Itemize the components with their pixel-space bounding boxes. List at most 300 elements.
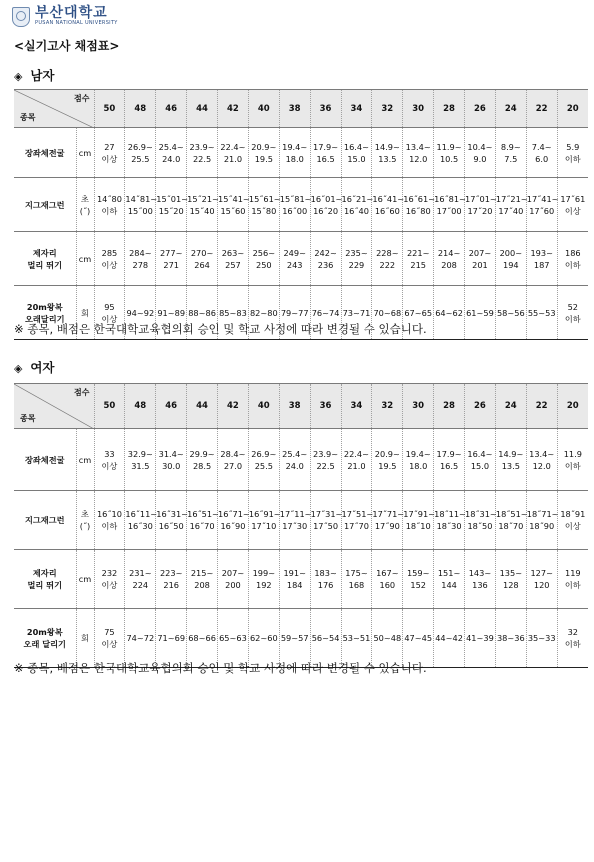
score-range-text: 208 [194, 580, 210, 590]
score-range-text: 41~39 [466, 633, 494, 643]
event-name-cell [14, 491, 76, 550]
score-range-text: 16˝30 [127, 521, 153, 531]
score-range-text: 10.4~ [467, 141, 493, 152]
score-range-cell [403, 491, 434, 550]
score-range-text: 이상 [101, 313, 118, 324]
score-range-text: 15˝00 [127, 205, 153, 216]
score-range-text: 16˝80 [405, 205, 431, 216]
score-range-cell [218, 128, 249, 178]
score-column-header: 20 [557, 90, 588, 128]
score-range-cell [465, 429, 496, 491]
score-range-cell [279, 491, 310, 550]
score-range-text: 19.4~ [282, 141, 308, 152]
score-range-text: 152 [410, 580, 426, 590]
score-range-text: 74~72 [126, 633, 155, 643]
score-range-cell [434, 178, 465, 232]
score-column-header: 42 [218, 384, 249, 429]
score-range-cell [279, 128, 310, 178]
score-range-text: 이하 [564, 580, 581, 590]
score-column-header: 30 [403, 90, 434, 128]
score-range-text: 16˝20 [313, 205, 339, 216]
score-range-cell [156, 491, 187, 550]
score-range-text: 52 [567, 301, 579, 312]
score-range-text: 29.9~ [189, 448, 215, 459]
score-range-text: 215~ [190, 568, 214, 578]
score-range-text: 62~60 [249, 633, 278, 643]
score-range-text: 223~ [159, 568, 183, 578]
score-range-text: 207~ [221, 568, 245, 578]
score-range-text: 5.9 [566, 141, 580, 152]
university-logo [12, 6, 118, 27]
unit-cell [76, 491, 94, 550]
score-range-cell [341, 178, 372, 232]
score-range-cell [526, 128, 557, 178]
score-range-cell [434, 550, 465, 609]
score-range-text: 176 [317, 580, 334, 590]
score-range-text: 16˝31~ [156, 509, 189, 519]
score-range-cell [403, 178, 434, 232]
score-range-cell [94, 178, 125, 232]
score-range-text: 15˝60 [220, 205, 246, 216]
score-range-text: 15.0 [347, 153, 366, 164]
score-range-cell [372, 609, 403, 668]
score-range-text: 23.9~ [189, 141, 215, 152]
score-range-text: 17˝90 [374, 521, 400, 531]
score-range-cell [187, 232, 218, 286]
score-column-header: 24 [495, 90, 526, 128]
unit-text: cm [78, 147, 92, 158]
score-column-header: 48 [125, 384, 156, 429]
score-range-cell [248, 178, 279, 232]
score-range-text: 이상 [101, 153, 118, 164]
score-range-cell [403, 609, 434, 668]
score-range-cell [526, 178, 557, 232]
score-range-text: 120 [533, 580, 550, 590]
score-range-cell [156, 232, 187, 286]
score-range-text: 10.5 [439, 153, 459, 164]
score-range-text: 24.0 [285, 460, 304, 471]
score-range-text: 16˝51~ [187, 509, 219, 519]
score-range-text: 25.5 [131, 153, 150, 164]
diamond-bullet-icon: ◈ [14, 70, 23, 83]
unit-text: cm [78, 574, 92, 584]
score-column-header: 30 [403, 384, 434, 429]
unit-text: 초 [81, 193, 89, 204]
score-range-cell [310, 232, 341, 286]
score-range-text: 263~ [221, 247, 245, 258]
score-range-cell [341, 128, 372, 178]
unit-cell [76, 429, 94, 491]
event-name-text: 오래 달리기 [23, 639, 66, 649]
score-range-text: 236 [317, 259, 334, 270]
score-range-text: 256~ [252, 247, 276, 258]
score-range-cell [495, 550, 526, 609]
score-range-cell [557, 550, 588, 609]
score-range-cell [156, 609, 187, 668]
score-range-text: 이상 [101, 580, 118, 590]
score-range-cell [187, 178, 218, 232]
score-range-text: 200 [225, 580, 241, 590]
score-range-text: 183~ [314, 568, 337, 578]
score-range-text: 19.5 [378, 460, 397, 471]
score-range-cell [218, 429, 249, 491]
score-range-text: 17˝71~ [372, 509, 405, 519]
table-row [14, 491, 588, 550]
score-range-cell [279, 550, 310, 609]
score-range-text: 16.5 [316, 153, 335, 164]
university-emblem-icon [12, 7, 30, 27]
score-range-text: 16˝90 [220, 521, 246, 531]
score-range-text: 17˝01~ [465, 193, 497, 204]
score-range-cell [557, 128, 588, 178]
score-range-text: 191~ [283, 568, 306, 578]
score-range-text: 65~63 [219, 633, 247, 643]
score-range-text: 56~54 [311, 633, 340, 643]
score-range-text: 7.5 [504, 153, 518, 164]
event-header-label: 종목 [20, 113, 36, 122]
score-range-cell [526, 609, 557, 668]
score-range-text: 9.0 [473, 153, 487, 164]
score-range-text: 91~89 [157, 307, 186, 318]
score-range-cell [495, 286, 526, 340]
score-range-text: 271 [163, 259, 179, 270]
score-range-text: 270~ [190, 247, 214, 258]
score-column-header: 26 [465, 384, 496, 429]
score-range-text: 186 [564, 247, 581, 258]
score-range-cell [125, 609, 156, 668]
event-name-cell [14, 232, 76, 286]
score-range-text: 71~69 [157, 633, 186, 643]
unit-text: 회 [81, 633, 89, 643]
score-range-text: 17˝10 [251, 521, 277, 531]
score-range-cell [310, 491, 341, 550]
score-range-text: 17˝11~ [279, 509, 312, 519]
score-column-header: 50 [94, 90, 125, 128]
score-range-text: 151~ [437, 568, 461, 578]
score-range-text: 15˝61~ [248, 193, 281, 204]
score-range-text: 187 [533, 259, 550, 270]
score-range-text: 16˝10 [96, 509, 122, 519]
score-range-text: 277~ [159, 247, 183, 258]
score-range-cell [341, 609, 372, 668]
score-range-text: 이하 [564, 639, 581, 649]
unit-text: (˝) [79, 205, 91, 216]
score-range-text: 61~59 [466, 307, 494, 318]
score-range-text: 이하 [564, 153, 581, 164]
event-name-text: 장좌체전굴 [24, 454, 65, 465]
score-range-cell [218, 609, 249, 668]
score-range-text: 94~92 [126, 307, 155, 318]
score-column-header: 28 [434, 90, 465, 128]
event-name-cell [14, 178, 76, 232]
unit-cell [76, 178, 94, 232]
score-range-text: 232 [101, 568, 118, 578]
score-range-cell [187, 609, 218, 668]
score-range-cell [156, 128, 187, 178]
event-header-label: 종목 [20, 414, 36, 423]
score-range-cell [557, 232, 588, 286]
score-header-label: 점수 [74, 388, 90, 397]
score-range-cell [526, 550, 557, 609]
score-range-text: 8.9~ [500, 141, 521, 152]
table-row [14, 178, 588, 232]
female-score-table [14, 383, 588, 668]
score-range-text: 이하 [101, 521, 118, 531]
score-range-cell [526, 429, 557, 491]
score-range-text: 224 [132, 580, 149, 590]
score-range-text: 22.4~ [220, 141, 246, 152]
score-column-header: 38 [279, 384, 310, 429]
event-name-text: 지그재그런 [24, 515, 65, 525]
score-range-cell [341, 491, 372, 550]
score-range-text: 284~ [129, 247, 152, 258]
male-section-title [14, 66, 55, 84]
score-range-text: 16˝61~ [403, 193, 436, 204]
score-column-header: 22 [526, 90, 557, 128]
score-range-cell [248, 609, 279, 668]
score-range-text: 17˝40 [498, 205, 524, 216]
event-name-text: 장좌체전굴 [24, 147, 65, 158]
score-range-cell [279, 232, 310, 286]
score-range-text: 19.5 [254, 153, 273, 164]
score-range-text: 16˝70 [189, 521, 215, 531]
unit-text: cm [78, 454, 92, 465]
score-range-text: 32.9~ [127, 448, 153, 459]
score-range-cell [557, 429, 588, 491]
score-range-text: 82~80 [249, 307, 278, 318]
score-column-header: 36 [310, 90, 341, 128]
score-range-text: 25.4~ [282, 448, 308, 459]
unit-cell [76, 232, 94, 286]
score-range-text: 11.9~ [436, 141, 462, 152]
table-corner-header [14, 384, 94, 429]
score-range-text: 207~ [468, 247, 492, 258]
score-range-text: 278 [132, 259, 149, 270]
score-range-cell [248, 429, 279, 491]
score-range-cell [156, 178, 187, 232]
table-row [14, 429, 588, 491]
score-range-cell [187, 491, 218, 550]
score-range-text: 73~71 [342, 307, 371, 318]
score-range-text: 18˝51~ [495, 509, 528, 519]
score-range-text: 15˝01~ [156, 193, 189, 204]
score-range-text: 33 [104, 448, 115, 459]
score-range-cell [125, 429, 156, 491]
score-range-text: 20.9~ [251, 141, 277, 152]
score-range-text: 23.9~ [313, 448, 339, 459]
score-range-text: 14.9~ [374, 141, 400, 152]
male-section-label: 남자 [30, 68, 55, 83]
score-range-text: 6.0 [535, 153, 549, 164]
event-name-text: 20m왕복 [26, 627, 63, 637]
score-range-text: 15.0 [470, 460, 490, 471]
score-range-text: 13.5 [378, 153, 397, 164]
score-range-text: 231~ [129, 568, 152, 578]
score-range-cell [465, 178, 496, 232]
score-range-text: 53~51 [342, 633, 371, 643]
logo-english-name: PUSAN NATIONAL UNIVERSITY [35, 20, 118, 26]
score-range-text: 17˝00 [436, 205, 462, 216]
unit-text: 회 [81, 307, 89, 318]
score-range-text: 17˝60 [529, 205, 555, 216]
score-range-cell [94, 550, 125, 609]
score-range-text: 135~ [499, 568, 523, 578]
unit-text: cm [78, 253, 92, 264]
score-range-text: 136 [472, 580, 488, 590]
table-row [14, 609, 588, 668]
score-range-cell [434, 491, 465, 550]
score-range-text: 18.0 [409, 460, 428, 471]
event-name-text: 제자리 [32, 247, 57, 258]
score-range-cell [526, 232, 557, 286]
score-range-text: 27 [104, 141, 115, 152]
score-range-cell [434, 286, 465, 340]
male-note: ※ 종목, 배점은 한국대학교육협의회 승인 및 학교 사정에 따라 변경될 수 있습니다. [14, 322, 427, 336]
score-range-text: 17˝20 [467, 205, 493, 216]
score-range-text: 16˝50 [158, 521, 184, 531]
score-range-text: 17˝91~ [403, 509, 436, 519]
score-range-cell [526, 286, 557, 340]
score-range-text: 19.4~ [405, 448, 431, 459]
score-range-cell [372, 550, 403, 609]
score-range-cell [465, 609, 496, 668]
score-range-text: 26.9~ [127, 141, 153, 152]
score-range-text: 16.5 [439, 460, 459, 471]
score-column-header: 44 [187, 384, 218, 429]
logo-korean-name: 부산대학교 [35, 5, 108, 21]
score-range-cell [218, 178, 249, 232]
male-score-table [14, 89, 588, 340]
score-column-header: 34 [341, 90, 372, 128]
score-range-text: 17.9~ [436, 448, 462, 459]
score-range-text: 18˝91 [560, 509, 586, 519]
score-range-cell [495, 609, 526, 668]
score-range-text: 16˝00 [282, 205, 308, 216]
score-column-header: 50 [94, 384, 125, 429]
score-range-text: 14˝81~ [125, 193, 158, 204]
score-range-cell [434, 232, 465, 286]
score-range-text: 27.0 [223, 460, 243, 471]
score-range-text: 이상 [101, 639, 118, 649]
score-range-cell [279, 429, 310, 491]
score-range-text: 13.4~ [529, 448, 555, 459]
score-range-cell [279, 178, 310, 232]
score-range-cell [310, 178, 341, 232]
score-range-text: 95 [104, 301, 115, 312]
score-range-text: 25.4~ [158, 141, 184, 152]
event-name-text: 멀리 뛰기 [27, 259, 62, 270]
diamond-bullet-icon: ◈ [14, 362, 23, 375]
score-range-text: 28.5 [192, 460, 212, 471]
score-range-text: 15˝21~ [187, 193, 219, 204]
score-range-text: 17˝61 [560, 193, 586, 204]
score-range-cell [372, 232, 403, 286]
score-range-text: 119 [564, 568, 581, 578]
score-range-text: 17˝30 [282, 521, 308, 531]
score-range-text: 285 [101, 247, 118, 258]
score-range-text: 15˝81~ [279, 193, 312, 204]
score-range-cell [495, 178, 526, 232]
score-range-text: 21.0 [347, 460, 366, 471]
female-section-label: 여자 [30, 360, 55, 375]
score-column-header: 24 [495, 384, 526, 429]
score-column-header: 40 [248, 384, 279, 429]
score-range-cell [465, 128, 496, 178]
score-range-text: 18˝50 [467, 521, 493, 531]
score-column-header: 32 [372, 90, 403, 128]
score-range-text: 167~ [376, 568, 399, 578]
score-range-cell [557, 286, 588, 340]
score-range-cell [218, 232, 249, 286]
unit-cell [76, 128, 94, 178]
score-range-text: 14.9~ [498, 448, 524, 459]
score-range-cell [248, 550, 279, 609]
score-range-text: 이상 [564, 521, 581, 531]
score-range-cell [187, 128, 218, 178]
score-range-text: 200~ [499, 247, 523, 258]
event-name-text: 지그재그런 [24, 199, 65, 210]
score-range-cell [495, 429, 526, 491]
score-range-text: 47~45 [404, 633, 433, 643]
score-range-text: 17˝31~ [310, 509, 343, 519]
event-name-cell [14, 609, 76, 668]
score-range-text: 35~33 [527, 633, 556, 643]
score-range-text: 257 [225, 259, 241, 270]
score-range-text: 85~83 [219, 307, 247, 318]
score-range-text: 58~56 [496, 307, 525, 318]
score-range-text: 25.5 [254, 460, 273, 471]
score-range-cell [403, 128, 434, 178]
score-range-text: 15˝20 [158, 205, 184, 216]
score-range-text: 18˝11~ [434, 509, 466, 519]
score-range-cell [341, 232, 372, 286]
score-range-text: 18˝70 [498, 521, 524, 531]
score-range-text: 12.0 [409, 153, 428, 164]
score-range-cell [94, 491, 125, 550]
score-column-header: 22 [526, 384, 557, 429]
score-range-text: 13.4~ [405, 141, 431, 152]
score-range-text: 17˝41~ [526, 193, 559, 204]
score-range-text: 20.9~ [374, 448, 400, 459]
score-range-text: 16˝71~ [218, 509, 250, 519]
score-range-text: 17.9~ [313, 141, 339, 152]
score-column-header: 40 [248, 90, 279, 128]
score-range-text: 16˝41~ [372, 193, 405, 204]
score-range-text: 159~ [406, 568, 430, 578]
score-column-header: 20 [557, 384, 588, 429]
score-range-text: 18˝30 [436, 521, 462, 531]
score-range-text: 이하 [564, 259, 581, 270]
event-name-cell [14, 550, 76, 609]
table-row [14, 232, 588, 286]
score-range-text: 215 [410, 259, 426, 270]
score-range-cell [125, 491, 156, 550]
score-range-text: 12.0 [532, 460, 551, 471]
score-range-text: 235~ [345, 247, 368, 258]
score-range-text: 18˝71~ [526, 509, 559, 519]
event-name-cell [14, 128, 76, 178]
score-range-text: 이상 [564, 205, 581, 216]
score-range-cell [495, 128, 526, 178]
score-range-text: 28.4~ [220, 448, 246, 459]
score-range-text: 30.0 [162, 460, 181, 471]
score-range-text: 194 [502, 259, 519, 270]
score-range-cell [187, 429, 218, 491]
score-range-text: 68~66 [188, 633, 216, 643]
score-range-cell [465, 286, 496, 340]
score-range-text: 18˝90 [529, 521, 555, 531]
score-range-text: 이하 [564, 460, 581, 471]
